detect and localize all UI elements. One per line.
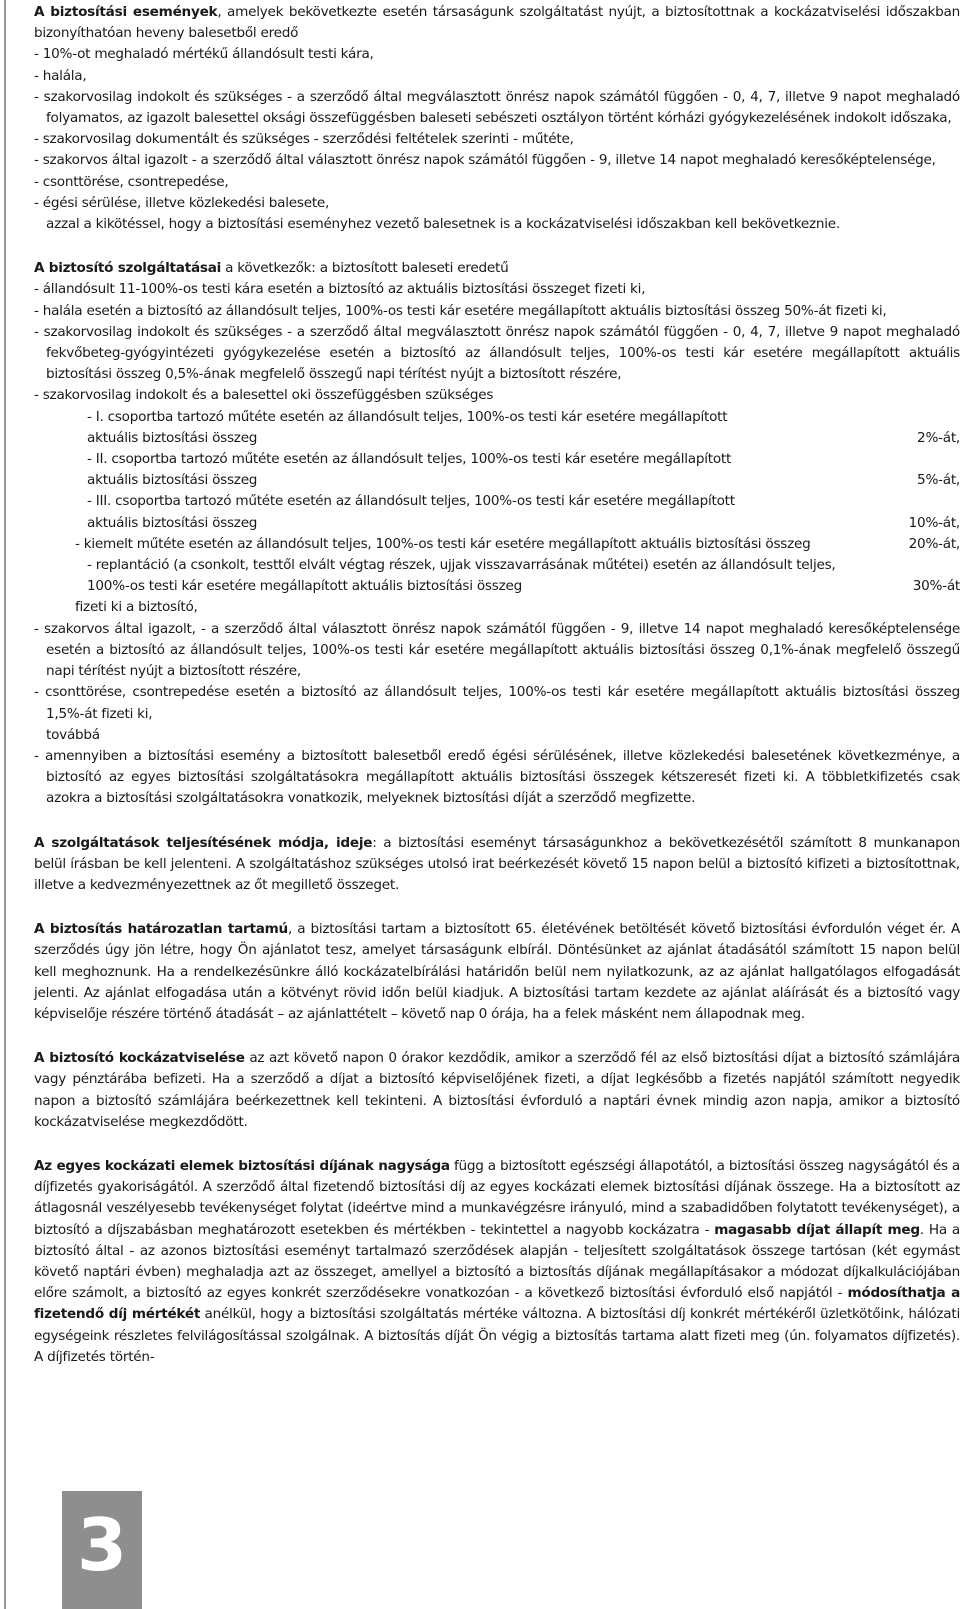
risk-heading: A biztosító kockázatviselése bbox=[34, 1050, 245, 1067]
surgery-list bbox=[75, 407, 960, 598]
surgery-item bbox=[75, 449, 960, 491]
premium-p3: anélkül, hogy a biztosítási szolgáltatás mértéke változna. A biztosítási díj konkrét mértékéről üzletkötőink, hálózati egységeink részletes felvilágosítással szolgálnak. A biztosítás díját Ön végig a biztosítás tartama alatt fizeti meg (ún. folyamatos díjfizetés). A díjfizetés történ- bbox=[34, 1306, 960, 1365]
surgery-intro: - szakorvosilag indokolt és a balesettel oki összefüggésben szükséges bbox=[34, 387, 494, 404]
method-heading: A szolgáltatások teljesítésének módja, ideje bbox=[34, 834, 373, 851]
document-body bbox=[34, 2, 960, 1368]
surgery-item-line2: 100%-os testi kár esetére megállapított aktuális biztosítási összeg bbox=[87, 578, 522, 595]
list-item: - szakorvos által igazolt, - a szerződő által választott önrész napok számától függően - 9, illetve 14 napot meghaladó keresőképtelensége esetén a biztosító az állandósult teljes, 100%-os testi kár esetére megállapított aktuális biztosítási összeg 0,1%-ának megfelelő összegű napi térítést nyújt a biztosított részére, bbox=[34, 620, 960, 680]
services-tovabba: továbbá bbox=[46, 726, 100, 743]
premium-bold2: módosíthatja a fizetendő díj mértékét bbox=[34, 1285, 960, 1323]
surgery-item bbox=[75, 407, 960, 449]
list-item: - égési sérülése, illetve közlekedési balesete, bbox=[34, 194, 330, 211]
events-intro bbox=[34, 2, 960, 44]
duration-body: , a biztosítási tartam a biztosított 65. életévének betöltését követő biztosítási évfordulón véget ér. A szerződés úgy jön létre, hogy Ön ajánlatot tesz, amelyet társaságunk elbírál. Döntésünket az ajánlat átadásától számított 15 napon belül kell meghoznunk. Ha a rendelkezésünkre álló kockázatelbírálási határidőn belül nem nyilatkozunk, az az ajánlat hallgatólagos elfogadását jelenti. Az ajánlat elfogadása után a kötvényt rövid időn belül kiadjuk. A biztosítási tartam kezdete az ajánlat aláírását és a biztosító vagy képviselője részére történő átadását – az ajánlattételt – követő nap 0 órája, ha a felek másként nem állapodnak meg. bbox=[34, 921, 960, 1022]
list-item: - szakorvos által igazolt - a szerződő által választott önrész napok számától függően - 9, illetve 14 napot meghaladó keresőképtelensége, bbox=[34, 152, 936, 169]
list-item: - csonttörése, csontrepedése esetén a biztosító az állandósult teljes, 100%-os testi kár esetére megállapított aktuális biztosítási összeg 1,5%-át fizeti ki, bbox=[34, 684, 960, 722]
list-item-surgery bbox=[34, 385, 960, 618]
section-duration bbox=[34, 919, 960, 1025]
page-number: 3 bbox=[76, 1503, 128, 1587]
surgery-item-percent: 2%-át, bbox=[917, 429, 960, 446]
section-risk bbox=[34, 1048, 960, 1133]
surgery-item-line1: - III. csoportba tartozó műtéte esetén az állandósult teljes, 100%-os testi kár esetére megállapított bbox=[87, 493, 735, 510]
premium-bold1: magasabb díjat állapít meg bbox=[714, 1221, 920, 1238]
events-intro-text: , amelyek bekövetkezte esetén társaságunk szolgáltatást nyújt, a biztosítottnak a kockázatviselési időszakban bizonyíthatóan heveny balesetből eredő bbox=[34, 4, 960, 42]
list-item: - szakorvosilag indokolt és szükséges - a szerződő által megválasztott önrész napok számától függően - 0, 4, 7, illetve 9 napot meghaladó fekvőbeteg-gyógyintézeti gyógykezelése esetén a biztosító az állandósult teljes, 100%-os testi kár esetére megállapított aktuális biztosítási összeg 0,5%-ának megfelelő összegű napi térítést nyújt a biztosított részére, bbox=[34, 323, 960, 383]
services-list bbox=[34, 279, 960, 724]
surgery-item-percent: 5%-át, bbox=[917, 472, 960, 489]
surgery-item-line2: aktuális biztosítási összeg bbox=[87, 472, 258, 489]
list-item: - csonttörése, csontrepedése, bbox=[34, 173, 229, 190]
premium-p2: . Ha a biztosító által - az azonos biztosítási eseményt tartalmazó szerződések alapján - teljesített szolgáltatások összege tartósan (két egymást követő naptári évben) meghaladja azt az összeget, amellyel a biztosító a biztosítás díjának megállapításakor a módozat díjkalkulációjában előre számolt, a biztosító az egyes konkrét szerződésekre vonatkozóan - a következő biztosítási évforduló első napjától - bbox=[34, 1221, 960, 1302]
duration-heading: A biztosítás határozatlan tartamú bbox=[34, 921, 288, 938]
list-item: - halála esetén a biztosító az állandósult teljes, 100%-os testi kár esetére megállapított aktuális biztosítási összeg 50%-át fizeti ki, bbox=[34, 302, 887, 319]
section-premium bbox=[34, 1156, 960, 1368]
list-item: - szakorvosilag indokolt és szükséges - a szerződő által megválasztott önrész napok számától függően - 0, 4, 7, illetve 9 napot meghaladó folyamatos, az igazolt balesettel oksági összefüggésben baleseti sebészeti osztályon történt kórházi gyógykezelésének indokolt időszaka, bbox=[34, 88, 960, 127]
list-item: - állandósult 11-100%-os testi kára esetén a biztosító az aktuális biztosítási összeget fizeti ki, bbox=[34, 281, 646, 298]
premium-heading: Az egyes kockázati elemek biztosítási díjának nagysága bbox=[34, 1157, 450, 1174]
list-item: - 10%-ot meghaladó mértékű állandósult testi kára, bbox=[34, 46, 374, 63]
events-closing: azzal a kikötéssel, hogy a biztosítási eseményhez vezető balesetnek is a kockázatviselési időszakban kell bekövetkeznie. bbox=[46, 216, 840, 233]
events-heading: A biztosítási események bbox=[34, 4, 218, 20]
services-intro-text: a következők: a biztosított baleseti eredetű bbox=[221, 260, 509, 277]
surgery-item-line1: - replantáció (a csonkolt, testtől elvált végtag részek, ujjak visszavarrásának műtétei) esetén az állandósult teljes, bbox=[87, 557, 836, 574]
section-insured-events bbox=[34, 2, 960, 235]
list-item: - halála, bbox=[34, 67, 87, 84]
surgery-item bbox=[75, 555, 960, 597]
surgery-item-percent: 10%-át, bbox=[908, 514, 960, 531]
left-margin-rule bbox=[4, 0, 6, 1609]
surgery-item-line1: - I. csoportba tartozó műtéte esetén az állandósult teljes, 100%-os testi kár esetére megállapított bbox=[87, 408, 728, 425]
surgery-item bbox=[75, 491, 960, 533]
services-intro bbox=[34, 258, 960, 279]
surgery-item-percent: 20%-át, bbox=[908, 535, 960, 552]
services-heading: A biztosító szolgáltatásai bbox=[34, 260, 222, 277]
section-services bbox=[34, 258, 960, 809]
surgery-closing: fizeti ki a biztosító, bbox=[75, 599, 198, 616]
method-body: : a biztosítási eseményt társaságunkhoz a bekövetkezésétől számított 8 munkanapon belül írásban be kell jelenteni. A szolgáltatáshoz szükséges utolsó irat beérkezését követő 15 napon belül a biztosító kifizeti a biztosítottnak, illetve a kedvezményezettnek az őt megillető összeget. bbox=[34, 834, 960, 893]
list-item: - amennyiben a biztosítási esemény a biztosított balesetből eredő égési sérülésének, illetve közlekedési balesetének következménye, a biztosító az egyes biztosítási szolgáltatásokra megállapított aktuális biztosítási összegek kétszeresét fizeti ki. A többletkifizetés csak azokra a biztosítási szolgáltatásokra vonatkozik, melyeknek biztosítási díját a szerződő megfizette. bbox=[34, 747, 960, 807]
surgery-item-line2: aktuális biztosítási összeg bbox=[87, 514, 258, 531]
surgery-item-line2: - kiemelt műtéte esetén az állandósult teljes, 100%-os testi kár esetére megállapított aktuális biztosítási összeg bbox=[75, 535, 811, 552]
premium-p1: függ a biztosított egészségi állapotától, a biztosítási összeg nagyságától és a díjfizetés gyakoriságától. A szerződő által fizetendő biztosítási díj az egyes kockázati elemek biztosítási díjának összege. Ha a biztosított az átlagosnál veszélyesebb tevékenységet folytat (ideértve mind a munkavégzésre irányuló, mind a szabadidőben folytatott tevékenységet), a biztosító a díjszabásban meghatározott esetekben és mértékben - tekintettel a nagyobb kockázatra - bbox=[34, 1157, 960, 1238]
surgery-item bbox=[75, 534, 960, 555]
surgery-item-line1: - II. csoportba tartozó műtéte esetén az állandósult teljes, 100%-os testi kár esetére megállapított bbox=[87, 451, 732, 468]
page-number-box bbox=[62, 1491, 142, 1609]
list-item: - szakorvosilag dokumentált és szükséges - szerződési feltételek szerinti - műtéte, bbox=[34, 131, 574, 148]
events-list bbox=[34, 44, 960, 214]
surgery-item-percent: 30%-át bbox=[912, 578, 960, 595]
section-method bbox=[34, 833, 960, 897]
risk-body: az azt követő napon 0 órakor kezdődik, amikor a szerződő fél az első biztosítási díjat a biztosító számlájára vagy pénztárába befizeti. Ha a szerződő a díjat a biztosító képviselőjének fizeti, a díjat legkésőbb a fizetés napjától számított negyedik napon a biztosító számlájára beérkezettnek kell tekinteni. A biztosítási évforduló a naptári évnek mindig azon napja, amikor a biztosító kockázatviselése megkezdődött. bbox=[34, 1050, 960, 1130]
surgery-item-line2: aktuális biztosítási összeg bbox=[87, 429, 258, 446]
